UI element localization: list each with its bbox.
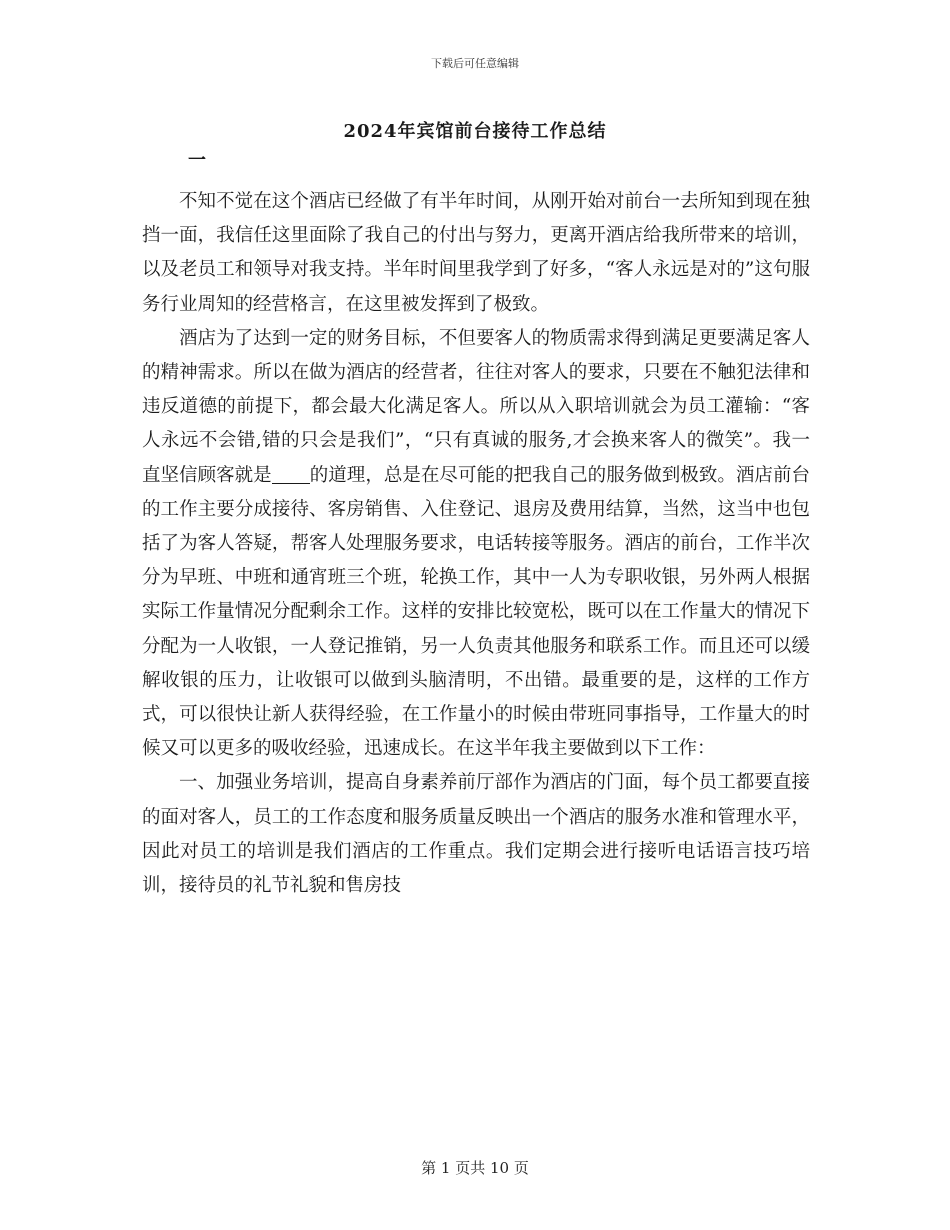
document-body [142, 185, 810, 903]
paragraph-2-text: 酒店为了达到一定的财务目标，不但要客人的物质需求得到满足更要满足客人的精神需求。所以在做为酒店的经营者，往往对客人的要求，只要在不触犯法律和违反道德的前提下，都会最大化满足客人。所以从入职培训就会为员工灌输：“客人永远不会错,错的只会是我们”，“只有真诚的服务,才会换来客人的微笑”。我一直坚信顾客就是 [142, 327, 810, 486]
document-title: 2024年宾馆前台接待工作总结 [343, 121, 607, 142]
document-subtitle: 一 [188, 150, 206, 171]
fill-in-blank [272, 464, 310, 484]
page-number: 第 1 页共 10 页 [421, 1159, 529, 1177]
paragraph-2-continued: 的道理，总是在尽可能的把我自己的服务做到极致。酒店前台的工作主要分成接待、客房销售、入住登记、退房及费用结算，当然，这当中也包括了为客人答疑，帮客人处理服务要求，电话转接等服务。酒店的前台，工作半次分为早班、中班和通宵班三个班，轮换工作，其中一人为专职收银，另外两人根据实际工作量情况分配剩余工作。这样的安排比较宽松，既可以在工作量大的情况下分配为一人收银，一人登记推销，另一人负责其他服务和联系工作。而且还可以缓解收银的压力，让收银可以做到头脑清明，不出错。最重要的是，这样的工作方式，可以很快让新人获得经验，在工作量小的时候由带班同事指导，工作量大的时候又可以更多的吸收经验，迅速成长。在这半年我主要做到以下工作： [142, 464, 810, 760]
paragraph-1: 不知不觉在这个酒店已经做了有半年时间，从刚开始对前台一去所知到现在独挡一面，我信任这里面除了我自己的付出与努力，更离开酒店给我所带来的培训，以及老员工和领导对我支持。半年时间里我学到了好多，“客人永远是对的”这句服务行业周知的经营格言，在这里被发挥到了极致。 [142, 191, 810, 315]
paragraph-2 [142, 322, 810, 767]
paragraph-3: 一、加强业务培训，提高自身素养前厅部作为酒店的门面，每个员工都要直接的面对客人，员工的工作态度和服务质量反映出一个酒店的服务水准和管理水平，因此对员工的培训是我们酒店的工作重点。我们定期会进行接听电话语言技巧培训，接待员的礼节礼貌和售房技 [142, 772, 810, 897]
header-note: 下载后可任意编辑 [431, 57, 519, 70]
